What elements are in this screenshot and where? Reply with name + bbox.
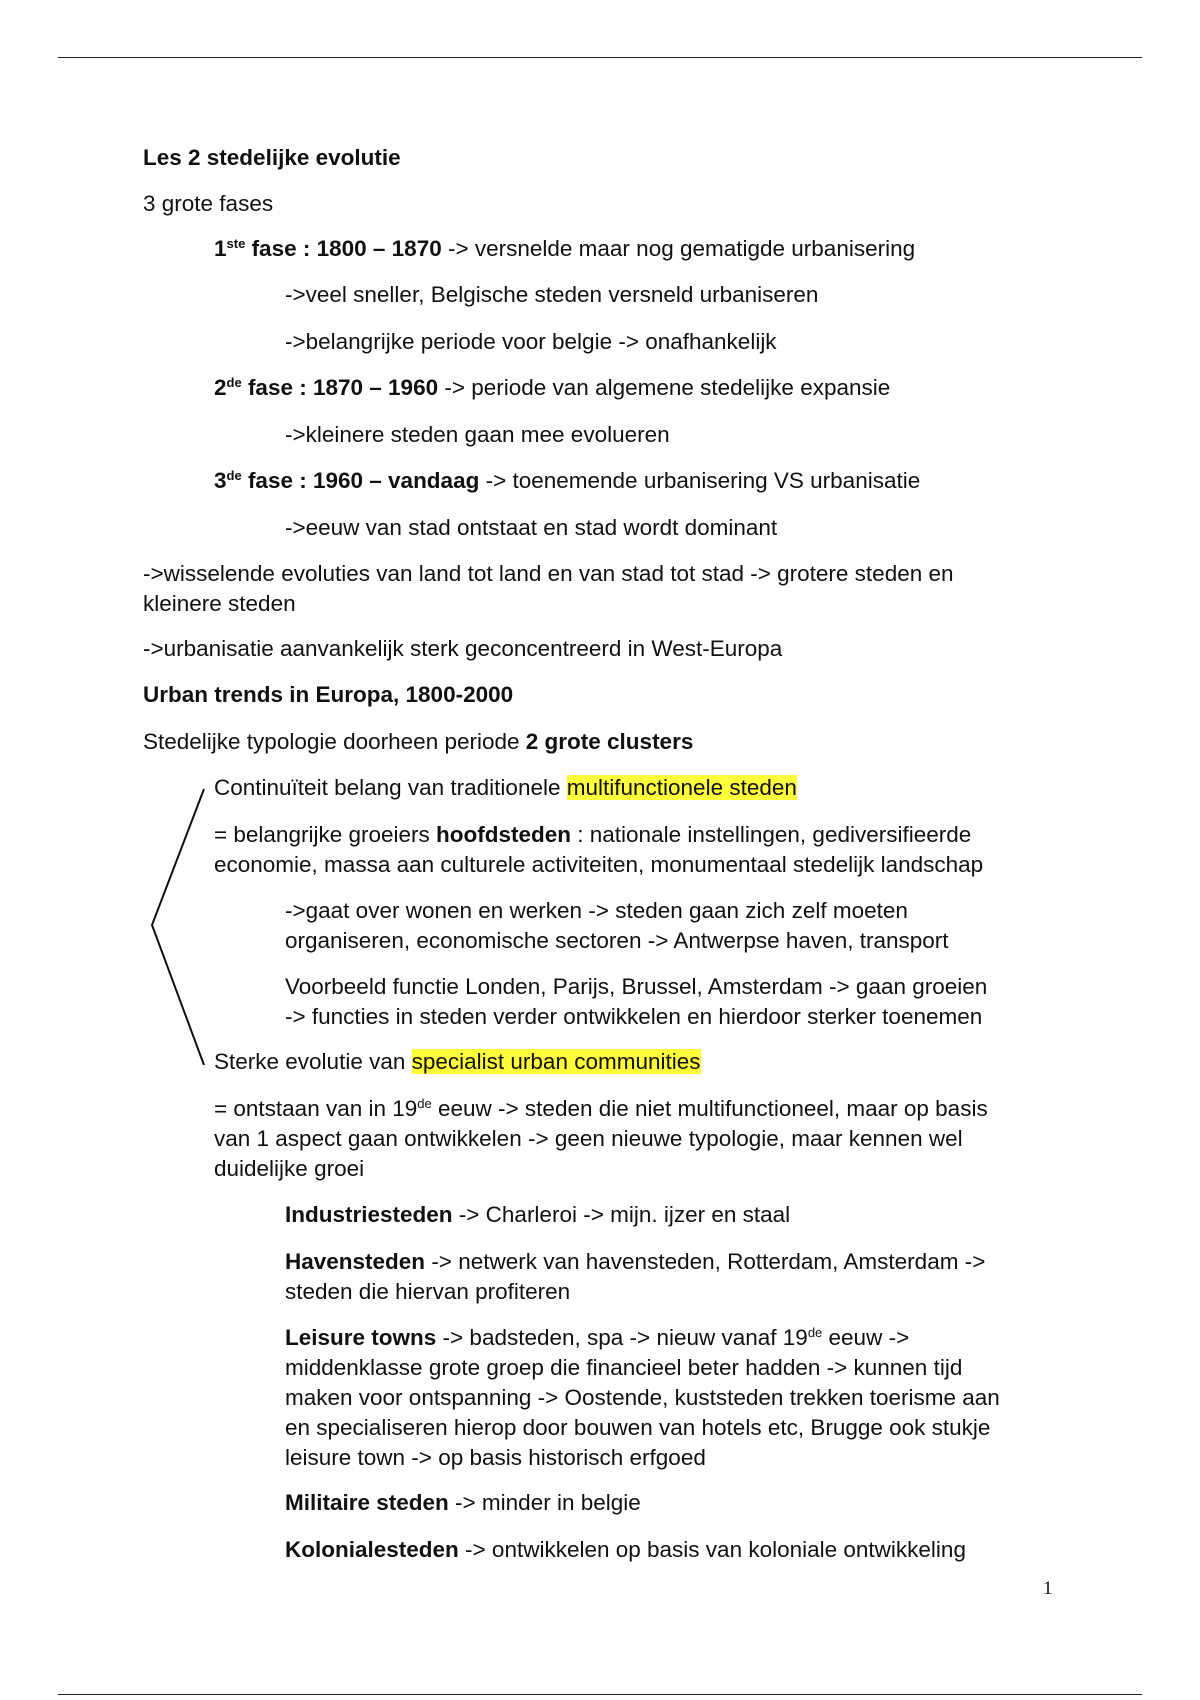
phase-3-note: ->eeuw van stad ontstaat en stad wordt dominant [285,515,778,540]
page-title: Les 2 stedelijke evolutie [143,145,401,170]
voorbeeld-text: Voorbeeld functie Londen, Parijs, Brussel, Amsterdam -> gaan groeien -> functies in steden verder ontwikkelen en hierdoor sterker toenemen [285,974,988,1029]
phase-2-note: ->kleinere steden gaan mee evolueren [285,422,670,447]
hoofdsteden-text: = belangrijke groeiers hoofdsteden : nationale instellingen, gediversifieerde economie, massa aan culturele activiteiten, monumentaal stedelijk landschap [214,822,984,877]
phase-1-note: ->belangrijke periode voor belgie -> onafhankelijk [285,329,777,354]
industriesteden: Industriesteden -> Charleroi -> mijn. ijzer en staal [285,1202,791,1227]
intro-text: 3 grote fases [143,191,274,216]
phase-1-note: ->veel sneller, Belgische steden versneld urbaniseren [285,282,819,307]
cluster-2: Sterke evolutie van specialist urban communities [214,1049,701,1074]
page-number: 1 [1043,1578,1053,1599]
ontstaan-text: = ontstaan van in 19de eeuw -> steden die niet multifunctioneel, maar op basis van 1 aspect gaan ontwikkelen -> geen nieuwe typologie, maar kennen wel duidelijke groei [214,1096,988,1181]
highlight-specialist: specialist urban communities [411,1049,701,1074]
phase-2: 2de fase : 1870 – 1960 -> periode van algemene stedelijke expansie [214,375,891,400]
phase-3: 3de fase : 1960 – vandaag -> toenemende urbanisering VS urbanisatie [214,468,921,493]
highlight-multifunctionele: multifunctionele steden [566,775,797,800]
phase-1: 1ste fase : 1800 – 1870 -> versnelde maar nog gematigde urbanisering [214,236,916,261]
note-wisselend: ->wisselende evoluties van land tot land en van stad tot stad -> grotere steden en kleinere steden [143,561,954,616]
typology-text: Stedelijke typologie doorheen periode 2 grote clusters [143,729,694,754]
top-rule [58,57,1142,58]
leisure-towns: Leisure towns -> badsteden, spa -> nieuw vanaf 19de eeuw -> middenklasse grote groep die financieel beter hadden -> kunnen tijd maken voor ontspanning -> Oostende, kuststeden trekken toerisme aan en specialiseren hierop door bouwen van hotels etc, Brugge ook stukje leisure town -> op basis historisch erfgoed [285,1325,1000,1470]
wonen-text: ->gaat over wonen en werken -> steden gaan zich zelf moeten organiseren, economische sectoren -> Antwerpse haven, transport [285,898,949,953]
militaire-steden: Militaire steden -> minder in belgie [285,1490,641,1515]
cluster-bracket [140,785,210,1070]
bottom-rule [58,1694,1142,1695]
section-heading: Urban trends in Europa, 1800-2000 [143,682,514,707]
cluster-1: Continuïteit belang van traditionele multifunctionele steden [214,775,797,800]
note-westeuropa: ->urbanisatie aanvankelijk sterk geconcentreerd in West-Europa [143,636,783,661]
kolonialesteden: Kolonialesteden -> ontwikkelen op basis van koloniale ontwikkeling [285,1537,966,1562]
havensteden: Havensteden -> netwerk van havensteden, Rotterdam, Amsterdam -> steden die hiervan profiteren [285,1249,986,1304]
